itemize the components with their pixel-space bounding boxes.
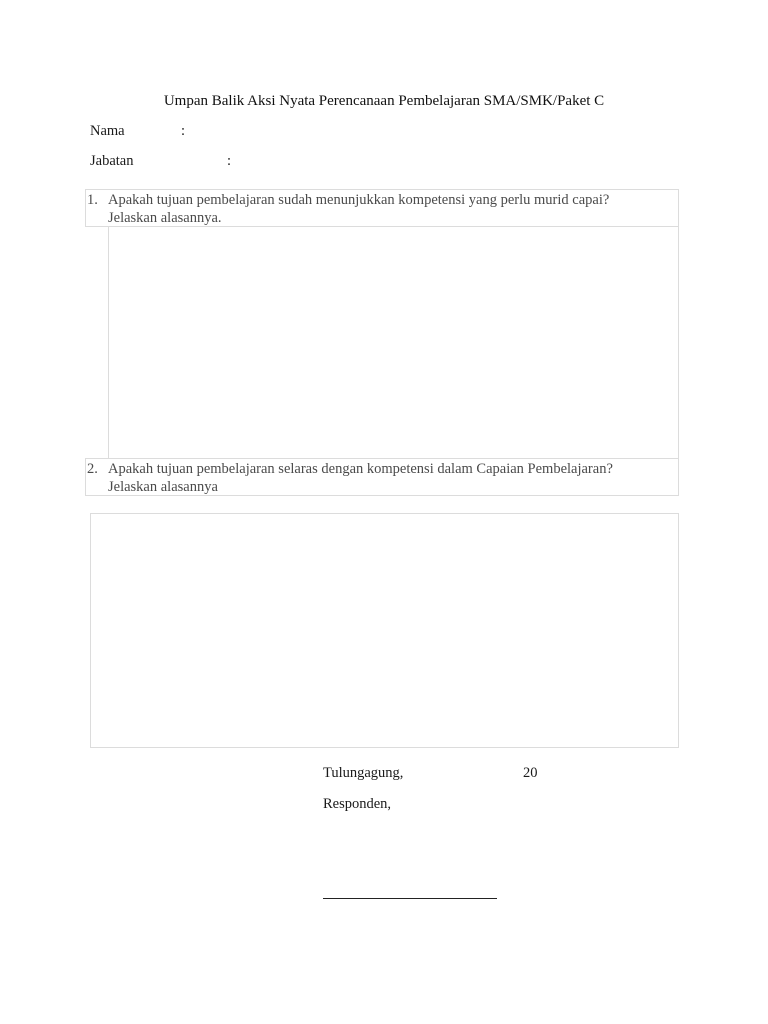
question-2-line-2: Jelaskan alasannya [108, 479, 218, 495]
respondent-label: Responden, [323, 796, 392, 812]
answer-box-1[interactable] [108, 226, 679, 459]
name-label: Nama [90, 123, 125, 139]
position-label: Jabatan [90, 153, 134, 169]
answer-box-2[interactable] [90, 513, 679, 748]
question-1-line-2: Jelaskan alasannya. [108, 210, 222, 226]
question-1 [85, 189, 679, 227]
position-colon: : [227, 153, 232, 169]
signature-year: 20 [523, 765, 538, 781]
signature-place: Tulungagung, [323, 765, 404, 781]
question-1-line-1: Apakah tujuan pembelajaran sudah menunjukkan kompetensi yang perlu murid capai? [108, 192, 610, 208]
question-2-number: 2. [87, 461, 98, 477]
page-title: Umpan Balik Aksi Nyata Perencanaan Pembelajaran SMA/SMK/Paket C [163, 93, 605, 109]
name-colon: : [181, 123, 186, 139]
question-2-line-1: Apakah tujuan pembelajaran selaras dengan kompetensi dalam Capaian Pembelajaran? [108, 461, 613, 477]
question-2 [85, 458, 679, 496]
question-1-number: 1. [87, 192, 98, 208]
signature-line [323, 898, 497, 899]
